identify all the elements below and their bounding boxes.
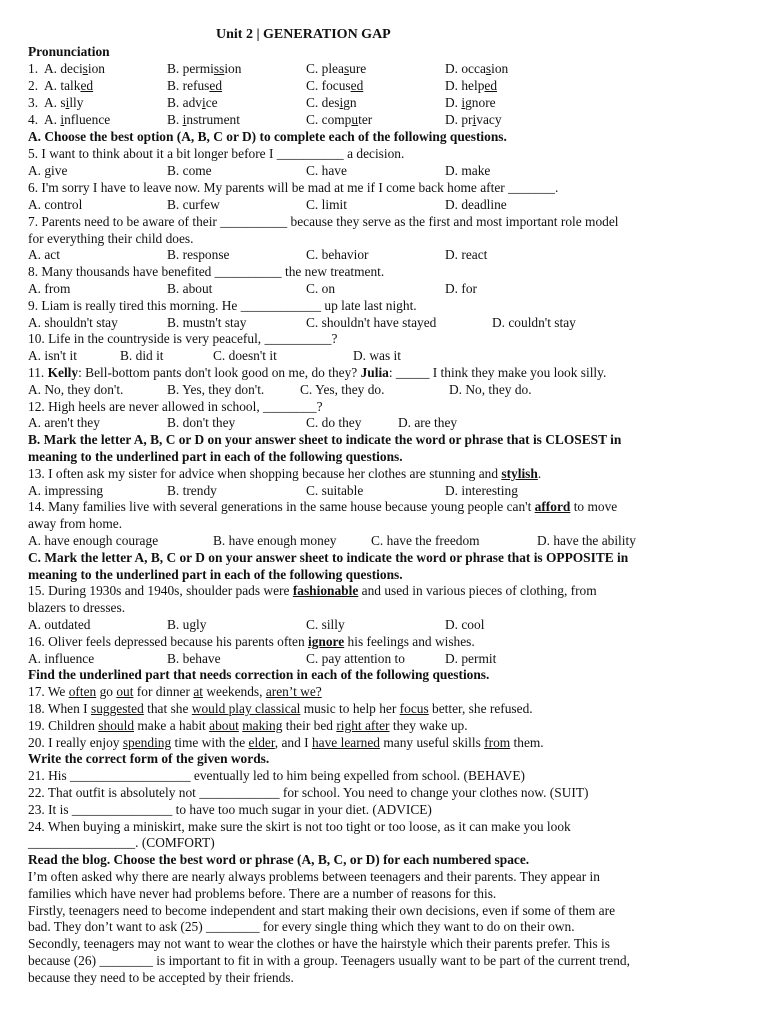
underlined-part-b: elder [248,735,275,750]
question-7: 7. Parents need to be aware of their __________ because they serve as the first and most important role model [28,214,619,229]
option-d: D. was it [353,348,401,363]
underlined-part-b: about [209,718,239,733]
option-b: B. mustn't stay [167,315,247,330]
option-c: C. doesn't it [213,348,277,363]
page-title: Unit 2 | GENERATION GAP [216,27,391,42]
option-b: B. ugly [167,617,207,632]
option-d: D. have the ability [537,533,636,548]
underlined-part-b: would play classical [191,701,301,716]
question-12: 12. High heels are never allowed in school, ________? [28,399,323,414]
question-number: 2. [28,78,39,93]
blog-line: bad. They don’t want to ask (25) ________ for every single thing which they want to do on their own. [28,919,575,934]
option-c: C. Yes, they do. [300,382,385,397]
option-c: C. on [306,281,336,296]
question-14-cont: away from home. [28,516,123,531]
option-b: B. instrument [167,112,240,127]
question-18: 18. When I suggested that she would play classical music to help her focus better, she refused. [28,701,533,716]
option-a: A. aren't they [28,415,100,430]
option-b: B. permission [167,61,242,76]
option-a: A. from [28,281,71,296]
underlined-part-a: spending [122,735,172,750]
option-a: A. talked [44,78,94,93]
section-b-heading: B. Mark the letter A, B, C or D on your answer sheet to indicate the word or phrase that is CLOSEST in [28,432,622,447]
blog-line: I’m often asked why there are nearly always problems between teenagers and their parents. They appear in [28,869,600,884]
underlined-part-b: out [116,684,134,699]
question-number: 4. [28,112,39,127]
option-a: A. control [28,197,83,212]
option-c: C. have [306,163,347,178]
underlined-part-a: suggested [90,701,144,716]
section-a-heading: A. Choose the best option (A, B, C or D) to complete each of the following questions. [28,129,507,144]
option-d: D. make [445,163,491,178]
underlined-part-c: have learned [311,735,380,750]
option-d: D. deadline [445,197,507,212]
question-17: 17. We often go out for dinner at weekends, aren’t we? [28,684,322,699]
question-14: 14. Many families live with several generations in the same house because young people can't afford to move [28,499,618,514]
option-c: C. shouldn't have stayed [306,315,437,330]
blog-line: because they need to be accepted by their friends. [28,970,294,985]
underlined-part-a: should [98,718,135,733]
question-number: 3. [28,95,39,110]
question-24: 24. When buying a miniskirt, make sure the skirt is not too tight or too loose, as it can make you look [28,819,571,834]
pronunciation-heading: Pronunciation [28,44,110,59]
option-a: A. silly [44,95,84,110]
option-a: A. influence [28,651,95,666]
option-d: D. privacy [445,112,502,127]
question-24-cont: ________________. (COMFORT) [28,835,215,850]
section-c-heading-cont: meaning to the underlined part in each of the following questions. [28,567,403,582]
option-a: A. No, they don't. [28,382,124,397]
section-e-heading: Write the correct form of the given words. [28,751,270,766]
underlined-part-d: from [484,735,511,750]
option-c: C. focused [306,78,364,93]
question-19: 19. Children should make a habit about making their bed right after they wake up. [28,718,468,733]
option-c: C. behavior [306,247,369,262]
option-b: B. advice [167,95,218,110]
option-c: C. suitable [306,483,364,498]
question-11: 11. Kelly: Bell-bottom pants don't look good on me, do they? Julia: _____ I think they make you look silly. [28,365,607,380]
option-b: B. have enough money [213,533,337,548]
option-b: B. about [167,281,213,296]
option-d: D. occasion [445,61,509,76]
question-22: 22. That outfit is absolutely not ____________ for school. You need to change your clothes now. (SUIT) [28,785,589,800]
option-d: D. permit [445,651,497,666]
blog-line: Secondly, teenagers may not want to wear the clothes or have the hairstyle which their parents prefer. This is [28,936,610,951]
underlined-word: afford [534,499,571,514]
question-21: 21. His __________________ eventually led to him being expelled from school. (BEHAVE) [28,768,525,783]
option-b: B. trendy [167,483,217,498]
underlined-part-c: making [242,718,283,733]
option-b: B. response [167,247,230,262]
option-c: C. limit [306,197,347,212]
question-15-cont: blazers to dresses. [28,600,126,615]
underlined-word: ignore [308,634,345,649]
question-13: 13. I often ask my sister for advice when shopping because her clothes are stunning and stylish. [28,466,542,481]
option-a: A. influence [44,112,111,127]
question-23: 23. It is _______________ to have too much sugar in your diet. (ADVICE) [28,802,432,817]
underlined-part-c: focus [399,701,429,716]
option-d: D. are they [398,415,458,430]
section-f-heading: Read the blog. Choose the best word or phrase (A, B, C, or D) for each numbered space. [28,852,530,867]
option-d: D. interesting [445,483,518,498]
option-c: C. pleasure [306,61,367,76]
option-b: B. behave [167,651,221,666]
question-8: 8. Many thousands have benefited __________ the new treatment. [28,264,385,279]
section-b-heading-cont: meaning to the underlined part in each of the following questions. [28,449,403,464]
option-d: D. for [445,281,477,296]
blog-line: Firstly, teenagers need to become independent and start making their own decisions, even if some of them are [28,903,616,918]
question-5: 5. I want to think about it a bit longer before I __________ a decision. [28,146,405,161]
blog-line: because (26) ________ is important to fit in with a group. Teenagers usually want to be part of the current trend, [28,953,630,968]
underlined-part-d: right after [336,718,390,733]
underlined-part-a: often [68,684,97,699]
blog-line: families which have never had problems before. There are a number of reasons for this. [28,886,497,901]
question-9: 9. Liam is really tired this morning. He ____________ up late last night. [28,298,417,313]
option-d: D. ignore [445,95,496,110]
option-a: A. impressing [28,483,104,498]
option-a: A. shouldn't stay [28,315,118,330]
option-b: B. come [167,163,212,178]
option-b: B. Yes, they don't. [167,382,265,397]
question-16: 16. Oliver feels depressed because his parents often ignore his feelings and wishes. [28,634,475,649]
option-b: B. curfew [167,197,220,212]
option-d: D. No, they do. [449,382,532,397]
underlined-word: fashionable [292,583,359,598]
option-c: C. design [306,95,357,110]
underlined-part-c: at [193,684,203,699]
option-c: C. do they [306,415,362,430]
option-a: A. decision [44,61,106,76]
option-d: D. couldn't stay [492,315,576,330]
option-a: A. isn't it [28,348,77,363]
option-a: A. outdated [28,617,91,632]
option-b: B. don't they [167,415,236,430]
option-c: C. silly [306,617,345,632]
speaker-kelly: Kelly [47,365,79,380]
question-15: 15. During 1930s and 1940s, shoulder pads were fashionable and used in various pieces of clothing, from [28,583,597,598]
option-a: A. act [28,247,60,262]
section-c-heading: C. Mark the letter A, B, C or D on your answer sheet to indicate the word or phrase that is OPPOSITE in [28,550,629,565]
underlined-part-d: aren’t we? [265,684,322,699]
question-10: 10. Life in the countryside is very peaceful, __________? [28,331,338,346]
option-d: D. react [445,247,488,262]
question-20: 20. I really enjoy spending time with the elder, and I have learned many useful skills from them. [28,735,544,750]
option-c: C. have the freedom [371,533,480,548]
option-c: C. computer [306,112,373,127]
option-b: B. refused [167,78,223,93]
option-b: B. did it [120,348,164,363]
option-a: A. give [28,163,68,178]
underlined-word: stylish [501,466,538,481]
option-d: D. cool [445,617,485,632]
question-6: 6. I'm sorry I have to leave now. My parents will be mad at me if I come back home after _______. [28,180,559,195]
option-a: A. have enough courage [28,533,159,548]
question-7-cont: for everything their child does. [28,231,194,246]
option-d: D. helped [445,78,498,93]
speaker-julia: Julia [360,365,389,380]
option-c: C. pay attention to [306,651,405,666]
question-number: 1. [28,61,39,76]
section-d-heading: Find the underlined part that needs correction in each of the following questions. [28,667,490,682]
